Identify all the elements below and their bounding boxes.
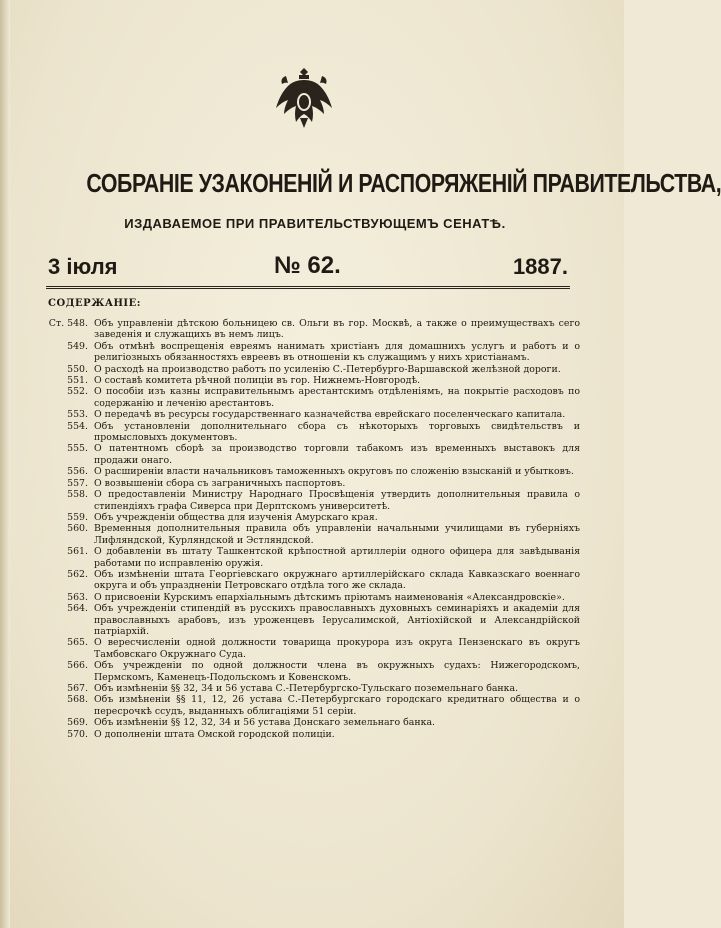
entry-number: 564. xyxy=(67,603,88,615)
contents-entry xyxy=(44,443,580,466)
entry-text: О расширеніи власти начальниковъ таможенныхъ округовъ по сложенію взысканій и убытковъ. xyxy=(94,466,574,478)
entry-text: Временныя дополнительныя правила объ управленіи начальными училищами въ губерніяхъ Лифляндской, Курляндской и Эстляндской. xyxy=(94,523,580,546)
entry-number: 566. xyxy=(67,660,88,672)
entry-text: О передачѣ въ ресурсы государственнаго казначейства еврейскаго поселенческаго капитала. xyxy=(94,409,566,421)
entry-text: О составѣ комитета рѣчной полиціи въ гор. Нижнемъ-Новгородѣ. xyxy=(94,375,421,387)
contents-entry xyxy=(44,318,580,341)
entry-number: 570. xyxy=(67,728,88,740)
contents-entry xyxy=(44,694,580,717)
entry-number: 560. xyxy=(67,523,88,535)
entry-number: 552. xyxy=(67,386,88,398)
issue-dateline xyxy=(48,250,568,284)
issue-year: 1887. xyxy=(512,254,568,279)
entry-text: О присвоеніи Курскимъ епархіальнымъ дѣтскимъ пріютамъ наименованія «Александровскіе». xyxy=(94,591,565,603)
entry-text: Объ учрежденіи по одной должности члена въ окружныхъ судахъ: Нижегородскомъ, Пермскомъ, Каменецъ-Подольскомъ и Ковенскомъ. xyxy=(94,660,580,683)
contents-entry xyxy=(44,569,580,592)
entry-text: О дополненіи штата Омской городской полиціи. xyxy=(94,728,335,740)
entry-text: О пособіи изъ казны исправительнымъ арестантскимъ отдѣленіямъ, на покрытіе расходовъ по содержанію и леченію арестантовъ. xyxy=(94,386,580,409)
contents-entry xyxy=(44,375,580,386)
contents-entry xyxy=(44,603,580,637)
entry-number: Ст. 548. xyxy=(48,318,88,329)
contents-entry xyxy=(44,466,580,477)
entry-number: 555. xyxy=(67,443,88,455)
entry-number: 567. xyxy=(67,683,88,694)
entry-text: Объ измѣненіи §§ 12, 32, 34 и 56 устава Донскаго земельнаго банка. xyxy=(94,717,436,729)
contents-entry xyxy=(44,592,580,603)
entry-text: О добавленіи въ штату Ташкентской крѣпостной артиллеріи одного офицера для завѣдыванія работами по исправленію оружія. xyxy=(94,546,580,569)
contents-entry xyxy=(44,386,580,409)
entry-number: 554. xyxy=(67,420,88,432)
entry-number: 558. xyxy=(67,489,88,501)
entry-number: 553. xyxy=(67,409,88,421)
issue-number: № 62. xyxy=(274,252,341,279)
entry-text: Объ учрежденіи общества для изученія Амурскаго края. xyxy=(94,511,378,523)
entry-text: Объ отмѣнѣ воспрещенія евреямъ нанимать христіанъ для домашнихъ услугъ и работъ и о религіозныхъ обязанностяхъ евреевъ въ отношеніи къ служащимъ у нихъ христіанамъ. xyxy=(94,340,580,364)
entry-number: 562. xyxy=(67,568,88,580)
entry-number: 550. xyxy=(67,363,88,375)
contents-entry xyxy=(44,660,580,683)
contents-entry xyxy=(44,489,580,512)
page-fold-shadow xyxy=(0,0,10,928)
contents-entry xyxy=(44,478,580,489)
table-of-contents xyxy=(44,318,580,740)
entry-number: 565. xyxy=(67,637,88,649)
header-divider xyxy=(46,286,570,289)
entry-text: О предоставленіи Министру Народнаго Просвѣщенія утвердить дополнительныя правила о стипендіяхъ графа Сиверса при Дерптскомъ университетѣ. xyxy=(94,489,580,512)
entry-text: Объ управленіи дѣтскою больницею св. Ольги въ гор. Москвѣ, а также о преимуществахъ сего заведенія и служащихъ въ немъ лицъ. xyxy=(94,318,580,341)
entry-number: 559. xyxy=(67,511,88,523)
publication-title: СОБРАНІЕ УЗАКОНЕНІЙ И РАСПОРЯЖЕНІЙ ПРАВИТЕЛЬСТВА, xyxy=(86,168,721,198)
contents-entry xyxy=(44,683,580,694)
contents-entry xyxy=(44,523,580,546)
contents-entry xyxy=(44,341,580,364)
double-headed-eagle-icon xyxy=(272,62,336,132)
entry-number: 557. xyxy=(67,477,88,489)
entry-number: 551. xyxy=(67,375,88,387)
entry-text: Объ установленіи дополнительнаго сбора съ нѣкоторыхъ торговыхъ свидѣтельствъ и промысловыхъ документовъ. xyxy=(94,420,580,444)
contents-entry xyxy=(44,729,580,740)
issue-date: 3 іюля xyxy=(48,254,118,279)
entry-text: Объ измѣненіи §§ 11, 12, 26 устава С.-Петербургскаго городскаго кредитнаго общества и о пересрочкѣ ссудъ, выданныхъ облигаціями 51 серіи. xyxy=(94,694,580,717)
contents-entry xyxy=(44,409,580,420)
entry-number: 563. xyxy=(67,591,88,603)
entry-text: О возвышеніи сбора съ заграничныхъ паспортовъ. xyxy=(94,477,346,489)
entry-number: 549. xyxy=(67,340,88,352)
contents-entry xyxy=(44,717,580,728)
entry-number: 568. xyxy=(67,694,88,706)
entry-text: О вересчисленіи одной должности товарища прокурора изъ округа Пензенскаго въ округъ Тамбовскаго Окружнаго Суда. xyxy=(94,637,580,660)
entry-number: 561. xyxy=(67,546,88,558)
entry-text: О расходѣ на производство работъ по усиленію С.-Петербурго-Варшавской желѣзной дороги. xyxy=(94,363,561,375)
entry-text: О патентномъ сборѣ за производство торговли табакомъ изъ временныхъ выставокъ для продажи онаго. xyxy=(94,443,580,466)
entry-number: 556. xyxy=(67,466,88,478)
contents-entry xyxy=(44,546,580,569)
contents-entry xyxy=(44,421,580,444)
entry-text: Объ измѣненіи штата Георгіевскаго окружнаго артиллерійскаго склада Кавказскаго военнаго округа и объ упраздненіи Петровскаго отдѣла того же склада. xyxy=(94,568,580,592)
publication-subtitle: ИЗДАВАЕМОЕ ПРИ ПРАВИТЕЛЬСТВУЮЩЕМЪ СЕНАТѢ. xyxy=(124,216,506,231)
entry-text: Объ учрежденіи стипендій въ русскихъ православныхъ духовныхъ семинаріяхъ и академіи для православныхъ арабовъ, изъ уроженцевъ Іерусалимской, Антіохійской и Александрійской патріархій. xyxy=(94,603,580,637)
contents-entry xyxy=(44,637,580,660)
entry-number: 569. xyxy=(67,717,88,729)
contents-heading: СОДЕРЖАНІЕ: xyxy=(48,298,141,309)
contents-entry xyxy=(44,512,580,523)
entry-text: Объ измѣненіи §§ 32, 34 и 56 устава С.-Петербургско-Тульскаго поземельнаго банка. xyxy=(94,683,519,694)
contents-entry xyxy=(44,364,580,375)
